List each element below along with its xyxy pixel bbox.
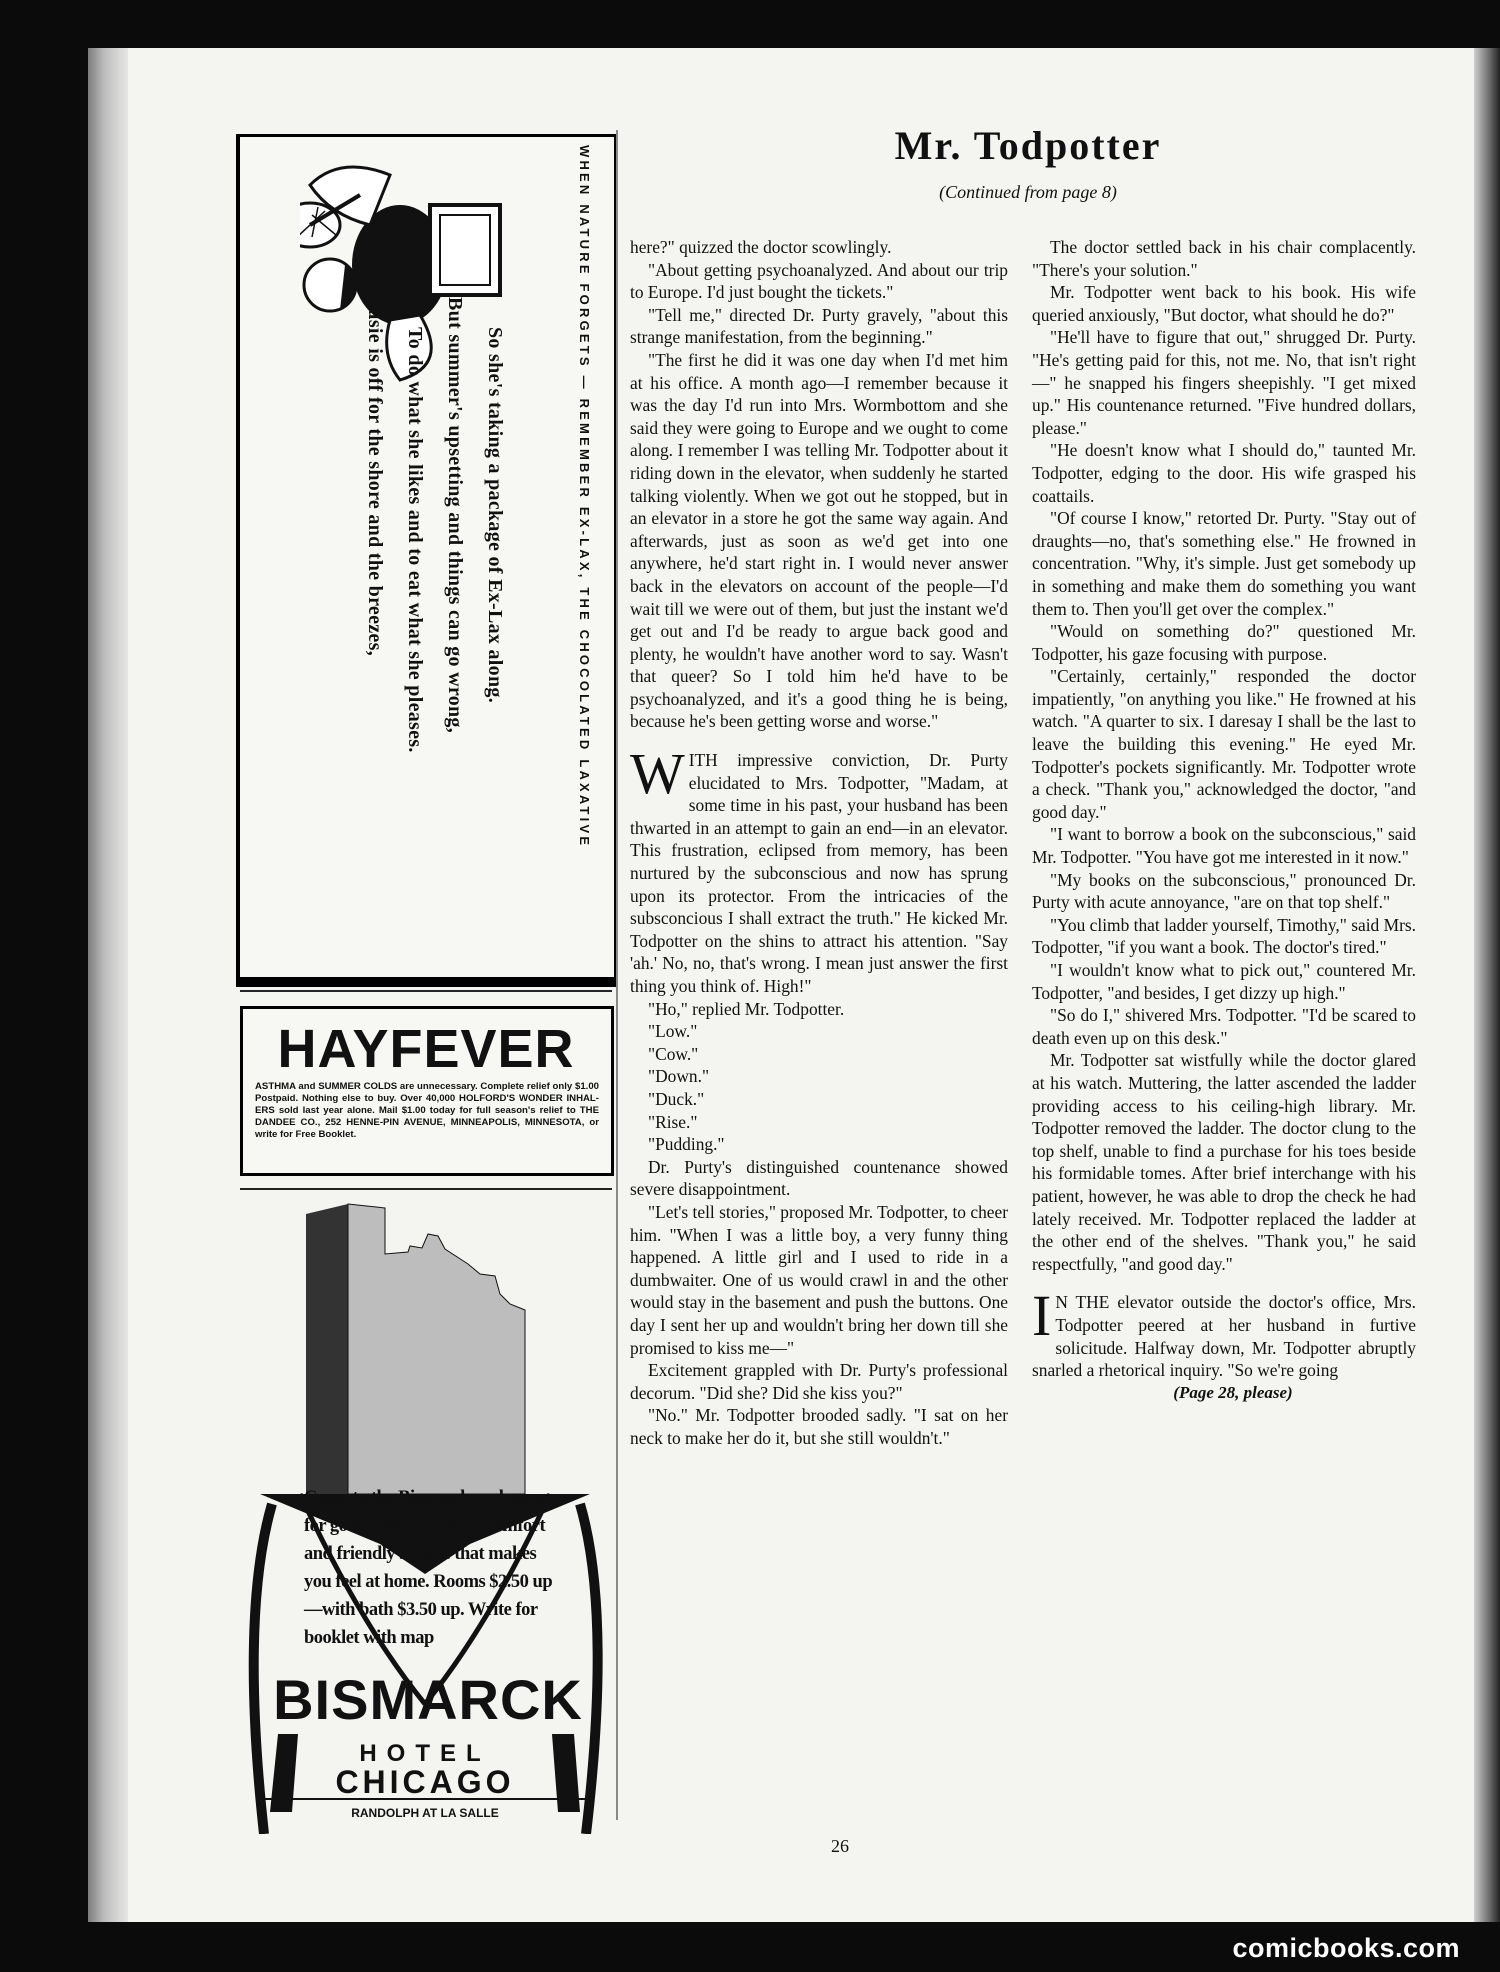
article-paragraph: [1032, 1049, 1416, 1275]
paragraph-text: "Down.": [648, 1066, 710, 1087]
paragraph-text: "My books on the subconscious," pronounced Dr. Purty with acute annoyance, "are on that top shelf.": [1032, 869, 1416, 913]
paragraph-text: "You climb that ladder yourself, Timothy," said Mrs. Todpotter, "if you want a book. The doctor's tired.": [1032, 914, 1416, 958]
article-paragraph: [630, 1020, 1008, 1043]
exlax-verse-line-2: To do what she likes and to eat what she pleases.: [404, 327, 426, 753]
hayfever-title: HAYFEVER: [277, 1019, 575, 1079]
article-paragraph: [1032, 439, 1416, 507]
paragraph-text: "He'll have to figure that out," shrugged Dr. Purty. "He's getting paid for this, not me. No, that isn't right—" he snapped his fingers sheepishly. "I get mixed up." His countenance returned. "Five hundred dollars, please.": [1032, 327, 1416, 438]
drop-cap: W: [630, 741, 685, 807]
article-paragraph: [630, 1065, 1008, 1088]
paragraph-text: The doctor settled back in his chair complacently. "There's your solution.": [1032, 237, 1416, 280]
article-column-1: [630, 236, 1008, 1449]
paragraph-text: "Certainly, certainly," responded the doctor impatiently, "on anything you like." He frowned at his watch. "A quarter to six. I daresay I shall be the last to leave the building this evening." He eyed Mr. Todpotter's pockets significantly. Mr. Todpotter wrote a check. "Thank you," acknowledged the doctor, "and good day.": [1032, 666, 1416, 822]
page-number: 26: [831, 1836, 849, 1856]
article-paragraph: [1032, 869, 1416, 914]
paragraph-text: "Tell me," directed Dr. Purty gravely, "about this strange manifestation, from the beginning.": [630, 304, 1008, 348]
paragraph-text: N THE elevator outside the doctor's office, Mrs. Todpotter peered at her husband in furtive solicitude. Halfway down, Mr. Todpotter abruptly snarled a rhetorical inquiry. "So we're going: [1032, 1292, 1416, 1381]
paragraph-text: "Would on something do?" questioned Mr. Todpotter, his gaze focusing with purpose.: [1032, 621, 1416, 664]
page-edge: [1474, 48, 1500, 1922]
article-paragraph: [630, 1201, 1008, 1359]
paragraph-text: Mr. Todpotter went back to his book. His wife queried anxiously, "But doctor, what should he do?": [1032, 282, 1416, 325]
divider: [240, 1188, 612, 1190]
article-paragraph: [1032, 959, 1416, 1004]
article-paragraph: [630, 1111, 1008, 1134]
paragraph-text: "About getting psychoanalyzed. And about our trip to Europe. I'd just bought the tickets.": [630, 259, 1008, 303]
bismarck-ad: [240, 1194, 610, 1834]
site-watermark: comicbooks.com: [1232, 1933, 1460, 1963]
column-rule: [616, 130, 618, 1820]
paragraph-text: "Pudding.": [648, 1134, 725, 1155]
paragraph-text: "So do I," shivered Mrs. Todpotter. "I'd be scared to death even up on this desk.": [1032, 1005, 1416, 1048]
paragraph-text: "I want to borrow a book on the subconscious," said Mr. Todpotter. "You have got me interested in it now.": [1032, 824, 1416, 868]
article-paragraph: [1032, 620, 1416, 665]
paragraph-text: Mr. Todpotter sat wistfully while the doctor glared at his watch. Muttering, the latter ascended the ladder providing access to his ceiling-high library. Mr. Todpotter removed the ladder. The doctor clung to the top shelf, unable to find a purchase for his toes beside his formidable tomes. After brief interchange with his patient, however, he was able to drop the check he had lately received. Mr. Todpotter replaced the ladder at the other end of the shelves. "Thank you," he said respectfully, "and good day.": [1032, 1050, 1416, 1274]
article-paragraph: [1032, 281, 1416, 326]
bismarck-hotel-label: HOTEL: [359, 1740, 491, 1767]
article-paragraph: [630, 998, 1008, 1021]
article-paragraph: [630, 259, 1008, 304]
paragraph-text: "Low.": [648, 1021, 698, 1042]
article-paragraph: [630, 1133, 1008, 1156]
paragraph-text: "Of course I know," retorted Dr. Purty. "Stay out of draughts—no, that's something else." He frowned in concentration. "Why, it's simple. Just get somebody up in something and make them do something you want them to. Then you'll get over the complex.": [1032, 508, 1416, 619]
divider: [240, 990, 612, 992]
article-paragraph: [1032, 1004, 1416, 1049]
article-paragraph: [1032, 326, 1416, 439]
article-paragraph: [630, 741, 1008, 998]
bismarck-address: RANDOLPH AT LA SALLE: [351, 1806, 499, 1820]
paragraph-text: "Duck.": [648, 1088, 705, 1109]
article-paragraph: [1032, 665, 1416, 823]
article-paragraph: [630, 349, 1008, 733]
article-paragraph: [1032, 914, 1416, 959]
continued-note: (Continued from page 8): [939, 182, 1117, 202]
article-paragraph: [630, 236, 1008, 259]
article-paragraph: [630, 1359, 1008, 1404]
paragraph-text: Excitement grappled with Dr. Purty's professional decorum. "Did she? Did she kiss you?": [630, 1360, 1008, 1403]
paragraph-text: "Let's tell stories," proposed Mr. Todpotter, to cheer him. "When I was a little boy, a very funny thing happened. A little girl and I used to ride in a dumbwaiter. One of us would crawl in and the other would stay in the basement and push the buttons. One day I sent her up and wouldn't bring her down till she promised to kiss me—": [630, 1201, 1008, 1358]
paragraph-text: "I wouldn't know what to pick out," countered Mr. Todpotter, "and besides, I get dizzy up high.": [1032, 960, 1416, 1003]
exlax-verse-line-1: Susie is off for the shore and the breezes,: [364, 297, 386, 656]
article-paragraph: [1032, 1283, 1416, 1381]
article-paragraph: [1032, 823, 1416, 868]
hayfever-ad: [240, 1006, 614, 1176]
article-paragraph: [1032, 507, 1416, 620]
drop-cap: I: [1032, 1283, 1052, 1349]
article-column-2: [1032, 236, 1416, 1404]
exlax-ad: [236, 134, 618, 987]
bismarck-name: BISMARCK: [273, 1668, 583, 1731]
page-binding: [88, 48, 128, 1922]
paragraph-text: "Cow.": [648, 1043, 699, 1064]
paragraph-text: ITH impressive conviction, Dr. Purty elucidated to Mrs. Todpotter, "Madam, at some time in his past, your husband has been thwarted in an attempt to gain an end—in an elevator. This frustration, eclipsed from memory, has been nurtured by the subconscious and now has sprung upon its protector. From the intricacies of the subsconcious I shall extract the truth." He kicked Mr. Todpotter on the shins to attract his attention. "Say 'ah.' No, no, that's wrong. I mean just answer the first thing you think of. High!": [630, 750, 1008, 996]
paragraph-text: "He doesn't know what I should do," taunted Mr. Todpotter, edging to the door. His wife grasped his coattails.: [1032, 440, 1416, 506]
paragraph-text: "No." Mr. Todpotter brooded sadly. "I sat on her neck to make her do it, but she still wouldn't.": [630, 1405, 1008, 1448]
article-paragraph: [630, 1043, 1008, 1066]
article-paragraph: [630, 304, 1008, 349]
bismarck-city: CHICAGO: [335, 1764, 515, 1800]
exlax-verse-line-3: But summer's upsetting and things can go wrong,: [444, 297, 466, 734]
article-paragraph: [1032, 236, 1416, 281]
article-paragraph: [630, 1404, 1008, 1449]
paragraph-text: "Ho," replied Mr. Todpotter.: [648, 998, 845, 1019]
paragraph-text: "The first he did it was one day when I'd met him at his office. A month ago—I remember because it was the day I'd run into Mrs. Wormbottom and she said they were going to Europe and we ought to come along. I remember I was telling Mr. Todpotter about it riding down in the elevator, when suddenly he started talking violently. When we got out he stopped, but in an elevator in a store he got the same way again. And afterwards, just as soon as we'd get into one anywhere, he'd start right in. I would never answer back in the elevators on account of the people—I'd wait till we were out of them, but just the instant we'd get out and I'd be ready to argue back good and plenty, he wouldn't have another word to say. Wasn't that queer? So I told him he'd have to be psychoanalyzed, and it's a good thing he is being, because he's been getting worse and worse.": [630, 349, 1008, 732]
paragraph-text: Dr. Purty's distinguished countenance showed severe disappointment.: [630, 1156, 1008, 1200]
exlax-verse-line-4: So she's taking a package of Ex-Lax along.: [484, 327, 506, 703]
hayfever-body: ASTHMA and SUMMER COLDS are unnecessary. Complete relief only $1.00 Postpaid. Nothing else to buy. Over 40,000 HOLFORD'S WONDER INHAL-ERS sold last year alone. Mail $1.00 today for full season's relief to THE DANDEE CO., 252 HENNE-PIN AVENUE, MINNEAPOLIS, MINNESOTA, or write for Free Booklet.: [255, 1081, 599, 1140]
continued-on-page: (Page 28, please): [1173, 1382, 1293, 1402]
paragraph-text: here?" quizzed the doctor scowlingly.: [630, 237, 892, 257]
paragraph-text: "Rise.": [648, 1111, 698, 1132]
article-title: Mr. Todpotter: [894, 123, 1162, 168]
bismarck-copy: Come to the Bismarck . . . known for good food, luxurious comfort and friendly service that makes you feel at home. Rooms $2.50 up —with bath $3.50 up. Write for booklet with map: [304, 1488, 553, 1648]
article-paragraph: [630, 1088, 1008, 1111]
article-paragraph: [630, 1156, 1008, 1201]
exlax-tagline: WHEN NATURE FORGETS — REMEMBER EX-LAX, THE CHOCOLATED LAXATIVE: [577, 145, 592, 849]
